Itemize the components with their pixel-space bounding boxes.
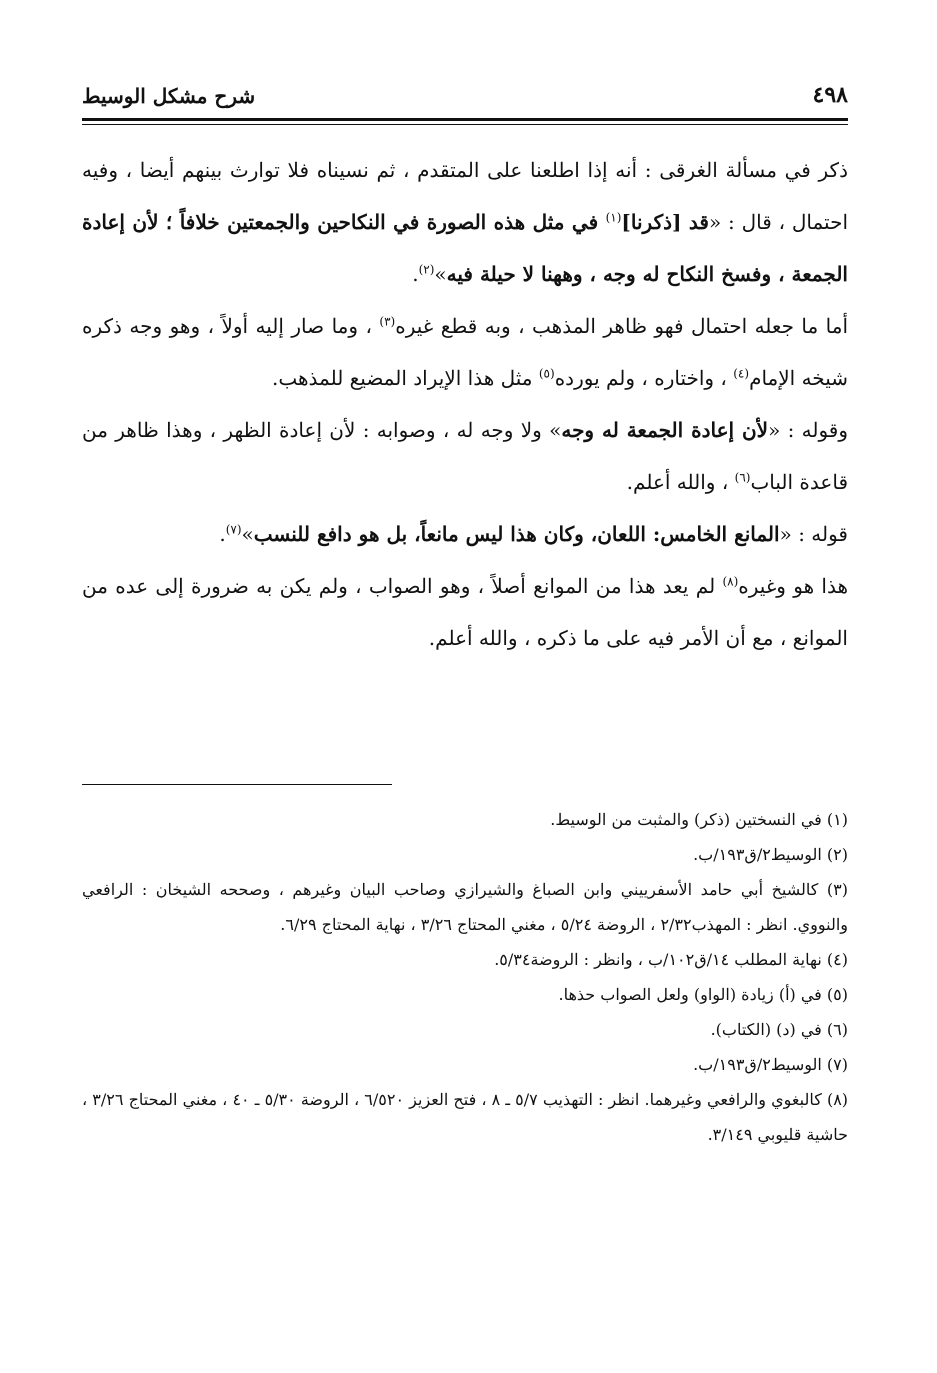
quote-bold: في مثل هذه الصورة في النكاحين والجمعتين خلافاً ؛ لأن إعادة الجمعة ، وفسخ النكاح له وجه ، وههنا لا حيلة فيه — [82, 210, 848, 286]
footnote-ref: (٧) — [225, 522, 242, 537]
footnote-ref: (١) — [605, 210, 622, 225]
quote-bold: المانع الخامس: اللعان، وكان هذا ليس مانعاً، بل هو دافع للنسب — [253, 522, 780, 546]
footnote-ref: (٥) — [538, 366, 555, 381]
paragraph-5: هذا هو وغيره$^{(٨)}$ لم يعد هذا من الموانع أصلاً ، وهو الصواب ، ولم يكن به ضرورة إلى عده من الموانع ، مع أن الأمر فيه على ما ذكره ، والله أعلم. — [82, 574, 848, 650]
footnote-ref: (٨) — [722, 574, 739, 589]
book-page — [82, 78, 849, 1144]
paragraph-3: وقوله : «لأن إعادة الجمعة له وجه» ولا وجه له ، وصوابه : لأن إعادة الظهر ، وهذا ظاهر من قاعدة الباب$^{(٦)}$ ، والله أعلم. — [82, 418, 849, 494]
footnote-6: (٦) في (د) (الكتاب). — [710, 1020, 848, 1039]
footnote-4: (٤) نهاية المطلب ١٤/ق١٠٢/ب ، وانظر : الروضة٥/٣٤. — [494, 950, 848, 969]
footnote-1: (١) في النسختين (ذكر) والمثبت من الوسيط. — [550, 810, 848, 829]
footnote-3: (٣) كالشيخ أبي حامد الأسفرييني وابن الصباغ والشيرازي وصاحب البيان وغيرهم ، وصححه الشيخان : الرافعي والنووي. انظر : المهذب٢/٣٢ ، الروضة ٥/٢٤ ، مغني المحتاج ٣/٢٦ ، نهاية المحتاج ٦/٢٩. — [82, 880, 848, 934]
footnotes — [82, 802, 848, 1152]
header-rule-thick — [82, 118, 848, 121]
quote-bold: لأن إعادة الجمعة له وجه — [561, 418, 769, 442]
page-header — [82, 78, 848, 118]
footnote-ref: (٣) — [379, 314, 396, 329]
footnote-ref: (٤) — [733, 366, 750, 381]
paragraph-1: ذكر في مسألة الغرقى : أنه إذا اطلعنا على المتقدم ، ثم نسيناه فلا توارث بينهم أيضا ، وفيه احتمال ، قال : «قد [ذكرنا]$^{(١)}$ في مثل هذه الصورة في النكاحين والجمعتين خلافاً ؛ لأن إعادة الجمعة ، وفسخ النكاح له وجه ، وههنا لا حيلة فيه»$^{(٢)}$. — [82, 158, 849, 286]
footnote-2: (٢) الوسيط٢/ق١٩٣/ب. — [693, 845, 848, 864]
footnote-5: (٥) في (أ) زيادة (الواو) ولعل الصواب حذها. — [558, 985, 848, 1004]
running-title: شرح مشكل الوسيط — [82, 84, 256, 108]
page-number: ٤٩٨ — [812, 82, 848, 108]
paragraph-2: أما ما جعله احتمال فهو ظاهر المذهب ، وبه قطع غيره$^{(٣)}$ ، وما صار إليه أولاً ، وهو وجه ذكره شيخه الإمام$^{(٤)}$ ، واختاره ، ولم يورده$^{(٥)}$ مثل هذا الإيراد المضيع للمذهب. — [82, 314, 849, 390]
main-text — [82, 144, 848, 664]
paragraph-4: قوله : «المانع الخامس: اللعان، وكان هذا ليس مانعاً، بل هو دافع للنسب»$^{(٧)}$. — [219, 522, 848, 546]
header-rule-thin — [82, 124, 848, 125]
footnote-7: (٧) الوسيط٢/ق١٩٣/ب. — [693, 1055, 848, 1074]
quote-bold: قد [ذكرنا] — [621, 210, 709, 234]
footnote-separator — [82, 784, 392, 785]
footnote-ref: (٢) — [418, 262, 435, 277]
footnote-ref: (٦) — [734, 470, 751, 485]
footnote-8: (٨) كالبغوي والرافعي وغيرهما. انظر : التهذيب ٥/٧ ـ ٨ ، فتح العزيز ٦/٥٢٠ ، الروضة ٥/٣٠ ـ ٤٠ ، مغني المحتاج ٣/٢٦ ، حاشية قليوبي ٣/١٤٩. — [82, 1090, 849, 1144]
